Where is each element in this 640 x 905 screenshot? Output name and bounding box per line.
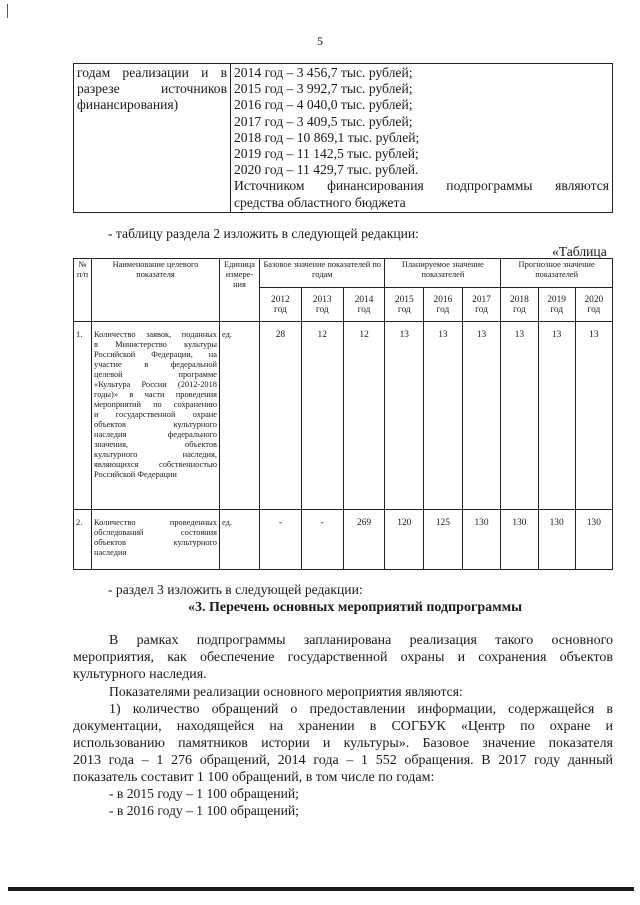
paragraph-2: Показателями реализации основного мероприятия являются: — [109, 684, 463, 699]
row-num: 2. — [74, 510, 92, 570]
section-heading: «3. Перечень основных мероприятий подпрограммы — [188, 600, 523, 615]
bottom-rule — [8, 887, 634, 891]
paragraph-3: 1) количество обращений о предоставлении информации, содержащейся в документации, находящейся на хранении в СОГБУК «Центр по охране и использованию памятников истории и культуры». Базовое значение показателя 2013 года – 1 276 обращений, 2014 года – 1 552 обращения. В 2017 году данный показатель составит 1 100 обращений, в том числе по годам: — [73, 702, 613, 785]
row-num: 1. — [74, 322, 92, 510]
page-number: 5 — [317, 34, 323, 48]
list-item: - в 2016 году – 1 100 обращений; — [109, 803, 299, 818]
header-forecast: Прогнозное значение показателей — [501, 259, 613, 288]
year-header: 2013 год — [301, 288, 343, 322]
row-value: 269 — [343, 510, 385, 570]
row-value: 12 — [301, 322, 343, 510]
funding-year-line: 2017 год – 3 409,5 тыс. рублей; — [234, 113, 413, 129]
row-value: 28 — [260, 322, 302, 510]
year-header: 2018 год — [501, 288, 538, 322]
header-planned: Планируемое значение показателей — [385, 259, 501, 288]
funding-year-line: 2016 год – 4 040,0 тыс. рублей; — [234, 97, 413, 113]
year-header: 2016 год — [424, 288, 463, 322]
list-item: - в 2015 году – 1 100 обращений; — [109, 786, 299, 801]
table-row — [74, 510, 613, 570]
funding-values-cell — [231, 64, 613, 213]
year-header: 2017 год — [462, 288, 501, 322]
row-value: 130 — [575, 510, 612, 570]
funding-label-cell — [74, 64, 231, 213]
funding-label-line: финансирования) — [77, 97, 179, 113]
indicators-table — [73, 258, 613, 570]
row-value: 120 — [385, 510, 424, 570]
table-row — [74, 322, 613, 510]
funding-source-line: средства областного бюджета — [234, 194, 406, 210]
header-unit: Единица измере-ния — [220, 259, 260, 322]
scan-mark — [7, 4, 8, 18]
row-value: 130 — [462, 510, 501, 570]
funding-year-line: 2018 год – 10 869,1 тыс. рублей; — [234, 129, 420, 145]
funding-source-line: Источником финансирования подпрограммы являются — [234, 178, 609, 194]
row-value: 130 — [501, 510, 538, 570]
header-name: Наименование целевого показателя — [92, 259, 220, 322]
row-value: - — [260, 510, 302, 570]
year-header: 2020 год — [575, 288, 612, 322]
row-value: 130 — [538, 510, 575, 570]
funding-label-line: разрезе источников — [77, 81, 227, 97]
funding-table — [73, 63, 613, 213]
funding-year-line: 2015 год – 3 992,7 тыс. рублей; — [234, 81, 413, 97]
year-header: 2019 год — [538, 288, 575, 322]
row-value: 13 — [575, 322, 612, 510]
year-header: 2012 год — [260, 288, 302, 322]
funding-year-line: 2020 год – 11 429,7 тыс. рублей. — [234, 162, 419, 178]
funding-year-line: 2014 год – 3 456,7 тыс. рублей; — [234, 65, 413, 80]
funding-year-line: 2019 год – 11 142,5 тыс. рублей; — [234, 146, 419, 162]
row-name: Количество проведенных обследований состояния объектов культурного наследия — [92, 510, 220, 570]
row-value: - — [301, 510, 343, 570]
row-value: 13 — [538, 322, 575, 510]
table-caption: «Таблица — [552, 244, 607, 259]
row-value: 13 — [501, 322, 538, 510]
row-unit: ед. — [220, 322, 260, 510]
header-base: Базовое значение показателей по годам — [260, 259, 385, 288]
paragraph-1: В рамках подпрограммы запланирована реализация такого основного мероприятия, как обеспечение государственной охраны и сохранения объектов культурного наследия. — [73, 633, 613, 682]
row-value: 13 — [385, 322, 424, 510]
header-num: № п/п — [74, 259, 92, 322]
row-name: Количество заявок, поданных в Министерство культуры Российской Федерации, на участие в федеральной целевой программе «Культура России (2012-2018 годы)» в части проведения мероприятий по сохранению и государственной охране объектов культурного наследия федерального значения, объектов культурного наследия, являющихся собственностью Российской Федерации — [92, 322, 220, 510]
row-value: 13 — [462, 322, 501, 510]
year-header: 2014 год — [343, 288, 385, 322]
row-value: 12 — [343, 322, 385, 510]
row-unit: ед. — [220, 510, 260, 570]
funding-label-line: годам реализации и в — [77, 65, 227, 80]
row-value: 13 — [424, 322, 463, 510]
instruction-section: - раздел 3 изложить в следующей редакции: — [108, 582, 363, 597]
row-value: 125 — [424, 510, 463, 570]
instruction-table: - таблицу раздела 2 изложить в следующей редакции: — [108, 226, 419, 241]
year-header: 2015 год — [385, 288, 424, 322]
